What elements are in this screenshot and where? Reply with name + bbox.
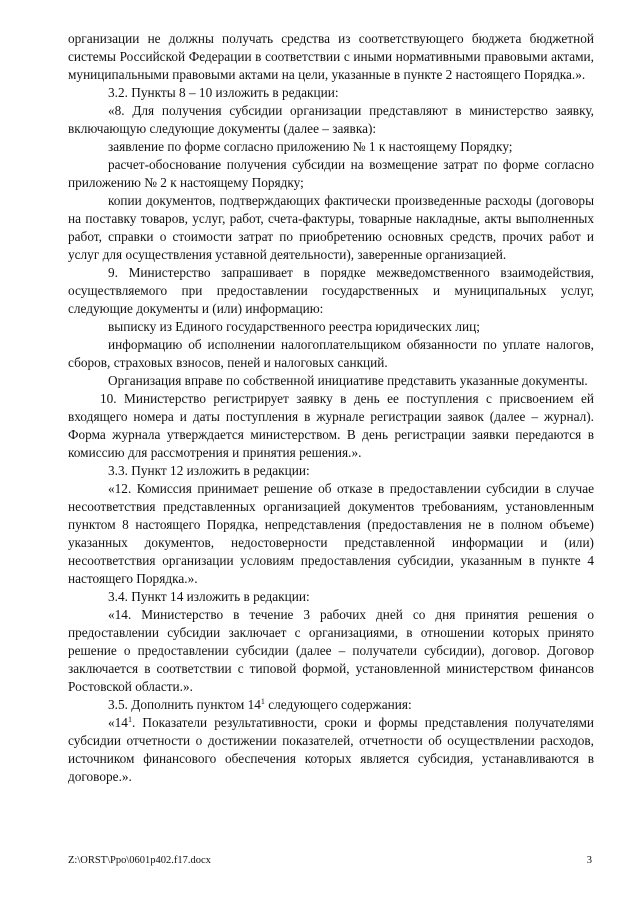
- paragraph: 9. Министерство запрашивает в порядке межведомственного взаимодействия, осуществляемого при предоставлении государственных и муниципальных услуг, следующие документы и (или) информацию:: [68, 265, 594, 316]
- paragraph-14-1: [68, 714, 594, 786]
- document-body: [68, 30, 594, 786]
- paragraph: 10. Министерство регистрирует заявку в день ее поступления с присвоением ей входящего номера и даты поступления в журнале регистрации заявок (далее – журнал). Форма журнала утверждается министерством. В день регистрации заявки передаются в комиссию для рассмотрения и принятия решения.».: [68, 391, 594, 460]
- paragraph: «12. Комиссия принимает решение об отказе в предоставлении субсидии в случае несоответствия представленных организацией документов требованиям, установленным пунктом 8 настоящего Порядка, непредставления (предоставления не в полном объеме) указанных документов, недостоверности представленной информации и (или) несоответствия организации условиям предоставления субсидии, указанным в пункте 4 настоящего Порядка.».: [68, 481, 594, 586]
- paragraph: Организация вправе по собственной инициативе представить указанные документы.: [108, 373, 588, 388]
- paragraph: 3.4. Пункт 14 изложить в редакции:: [108, 589, 310, 604]
- page-number: 3: [586, 855, 592, 866]
- paragraph: выписку из Единого государственного реестра юридических лиц;: [108, 319, 480, 334]
- text-segment: . Показатели результативности, сроки и формы представления получателями субсидии отчетности о достижении показателей, отчетности об осуществлении расходов, источником финансового обеспечения которых является субсидия, устанавливаются в договоре.».: [68, 715, 594, 784]
- paragraph: заявление по форме согласно приложению № 1 к настоящему Порядку;: [108, 139, 513, 154]
- paragraph: информацию об исполнении налогоплательщиком обязанности по уплате налогов, сборов, страховых взносов, пеней и налоговых санкций.: [68, 337, 594, 370]
- paragraph-3-5: [68, 696, 594, 714]
- paragraph: «14. Министерство в течение 3 рабочих дней со дня принятия решения о предоставлении субсидии заключает с организациями, в отношении которых принято решение о предоставлении субсидии (далее – получатели субсидии), договор. Договор заключается в соответствии с типовой формой, установленной министерством финансов Ростовской области.».: [68, 607, 594, 694]
- text-segment: «14: [108, 715, 128, 730]
- paragraph: 3.2. Пункты 8 – 10 изложить в редакции:: [108, 85, 339, 100]
- paragraph: организации не должны получать средства из соответствующего бюджета бюджетной системы Российской Федерации в соответствии с иными нормативными правовыми актами, муниципальными правовыми актами на цели, указанные в пункте 2 настоящего Порядка.».: [68, 31, 594, 82]
- text-segment: следующего содержания:: [264, 697, 412, 712]
- superscript: 1: [260, 697, 265, 706]
- paragraph: копии документов, подтверждающих фактически произведенные расходы (договоры на поставку товаров, услуг, работ, счета-фактуры, товарные накладные, акты выполненных работ, справки о стоимости затрат по приобретению основных средств, прочих работ и услуг для осуществления уставной деятельности), заверенные организацией.: [68, 193, 594, 262]
- paragraph: «8. Для получения субсидии организации представляют в министерство заявку, включающую следующие документы (далее – заявка):: [68, 103, 594, 136]
- text-segment: 3.5. Дополнить пунктом 14: [108, 697, 261, 712]
- paragraph: 3.3. Пункт 12 изложить в редакции:: [108, 463, 310, 478]
- paragraph: расчет-обоснование получения субсидии на возмещение затрат по форме согласно приложению № 2 к настоящему Порядку;: [68, 157, 594, 190]
- superscript: 1: [127, 715, 132, 724]
- file-path: Z:\ORST\Ppo\0601p402.f17.docx: [68, 855, 211, 866]
